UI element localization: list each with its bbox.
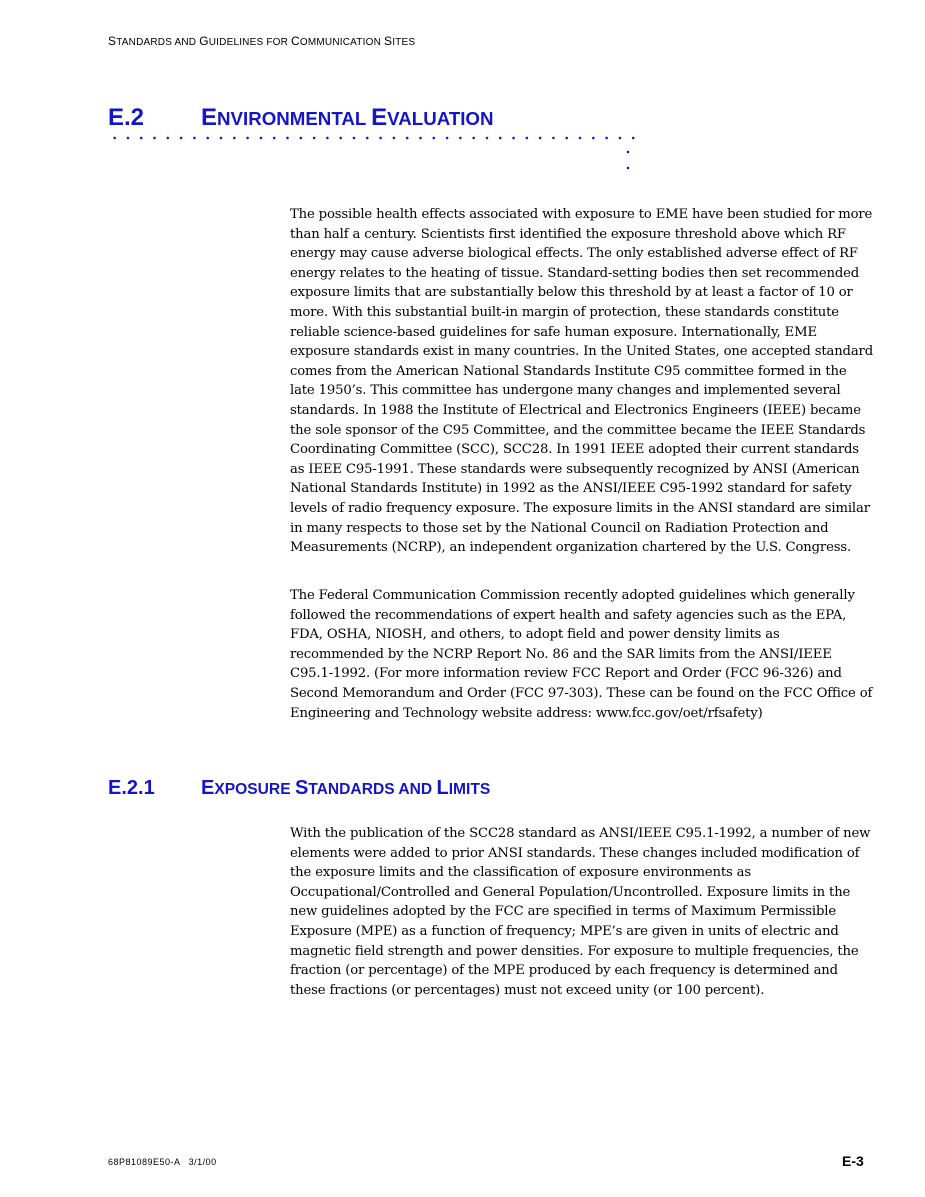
section-title-text: NVIRONMENTAL: [217, 108, 372, 129]
dotted-rule: [108, 132, 638, 144]
doc-number: 68P81089E50-A: [108, 1157, 181, 1167]
section-title-initial: E: [201, 777, 215, 799]
section-title-text: IMITS: [448, 781, 491, 798]
page-number: E-3: [842, 1153, 864, 1169]
doc-date: 3/1/00: [188, 1157, 217, 1167]
section-title-initial: E: [371, 104, 388, 131]
section-title-initial: E: [201, 104, 218, 131]
running-header-text: UIDELINES FOR: [208, 37, 292, 48]
section-title-initial: L: [436, 777, 449, 799]
footer-doc-info: [108, 1157, 217, 1167]
running-header-initial: G: [199, 34, 209, 48]
paragraph-exposure-standards: With the publication of the SCC28 standard as ANSI/IEEE C95.1-1992, a number of new elements were added to prior ANSI standards. These changes included modification of the exposure limits and the classification of exposure environments as Occupational/Controlled and General Population/Uncontrolled. Exposure limits in the new guidelines adopted by the FCC are specified in terms of Maximum Permissible Exposure (MPE) as a function of frequency; MPE’s are given in units of electric and magnetic field strength and power densities. For exposure to multiple frequencies, the fraction (or percentage) of the MPE produced by each frequency is determined and these fractions (or percentages) must not exceed unity (or 100 percent).: [290, 826, 871, 998]
section-heading-e2-1: [108, 777, 491, 800]
section-number: E.2.1: [108, 777, 155, 799]
section-number: E.2: [108, 104, 145, 131]
running-header-text: TANDARDS AND: [116, 37, 200, 48]
section-title-text: XPOSURE: [214, 781, 295, 798]
paragraph-eme-history: The possible health effects associated with exposure to EME have been studied for more than half a century. Scientists first identified the exposure threshold above which RF energy may cause adverse biological effects. The only established adverse effect of RF energy relates to the heating of tissue. Standard-setting bodies then set recommended exposure limits that are substantially below this threshold by at least a factor of 10 or more. With this substantial built-in margin of protection, these standards constitute reliable science-based guidelines for safe human exposure. Internationally, EME exposure standards exist in many countries. In the United States, one accepted standard comes from the American National Standards Institute C95 committee formed in the late 1950’s. This committee has undergone many changes and implemented several standards. In 1988 the Institute of Electrical and Electronics Engineers (IEEE) became the sole sponsor of the C95 Committee, and the committee became the IEEE Standards Coordinating Committee (SCC), SCC28. In 1991 IEEE adopted their current standards as IEEE C95-1991. These standards were subsequently recognized by ANSI (American National Standards Institute) in 1992 as the ANSI/IEEE C95-1992 standard for safety levels of radio frequency exposure. The exposure limits in the ANSI standard are similar in many respects to those set by the National Council on Radiation Protection and Measurements (NCRP), an independent organization chartered by the U.S. Congress.: [290, 207, 873, 556]
running-header-initial: S: [108, 34, 117, 48]
section-title-text: TANDARDS AND: [308, 781, 437, 798]
section-title: [201, 777, 490, 800]
dotted-rule-vertical: [622, 144, 634, 180]
running-header-text: OMMUNICATION: [299, 37, 384, 48]
section-title-initial: S: [294, 777, 309, 799]
running-header-text: ITES: [392, 37, 416, 48]
running-header: [108, 34, 415, 48]
running-header-initial: C: [291, 34, 300, 48]
paragraph-fcc-guidelines: The Federal Communication Commission recently adopted guidelines which generally followed the recommendations of expert health and safety agencies such as the EPA, FDA, OSHA, NIOSH, and others, to adopt field and power density limits as recommended by the NCRP Report No. 86 and the SAR limits from the ANSI/IEEE C95.1-1992. (For more information review FCC Report and Order (FCC 96-326) and Second Memorandum and Order (FCC 97-303). These can be found on the FCC Office of Engineering and Technology website address: www.fcc.gov/oet/rfsafety): [290, 588, 873, 721]
running-header-initial: S: [383, 34, 393, 48]
section-title-text: VALUATION: [387, 108, 494, 129]
section-heading-e2: [108, 104, 494, 132]
section-title: [201, 104, 494, 132]
